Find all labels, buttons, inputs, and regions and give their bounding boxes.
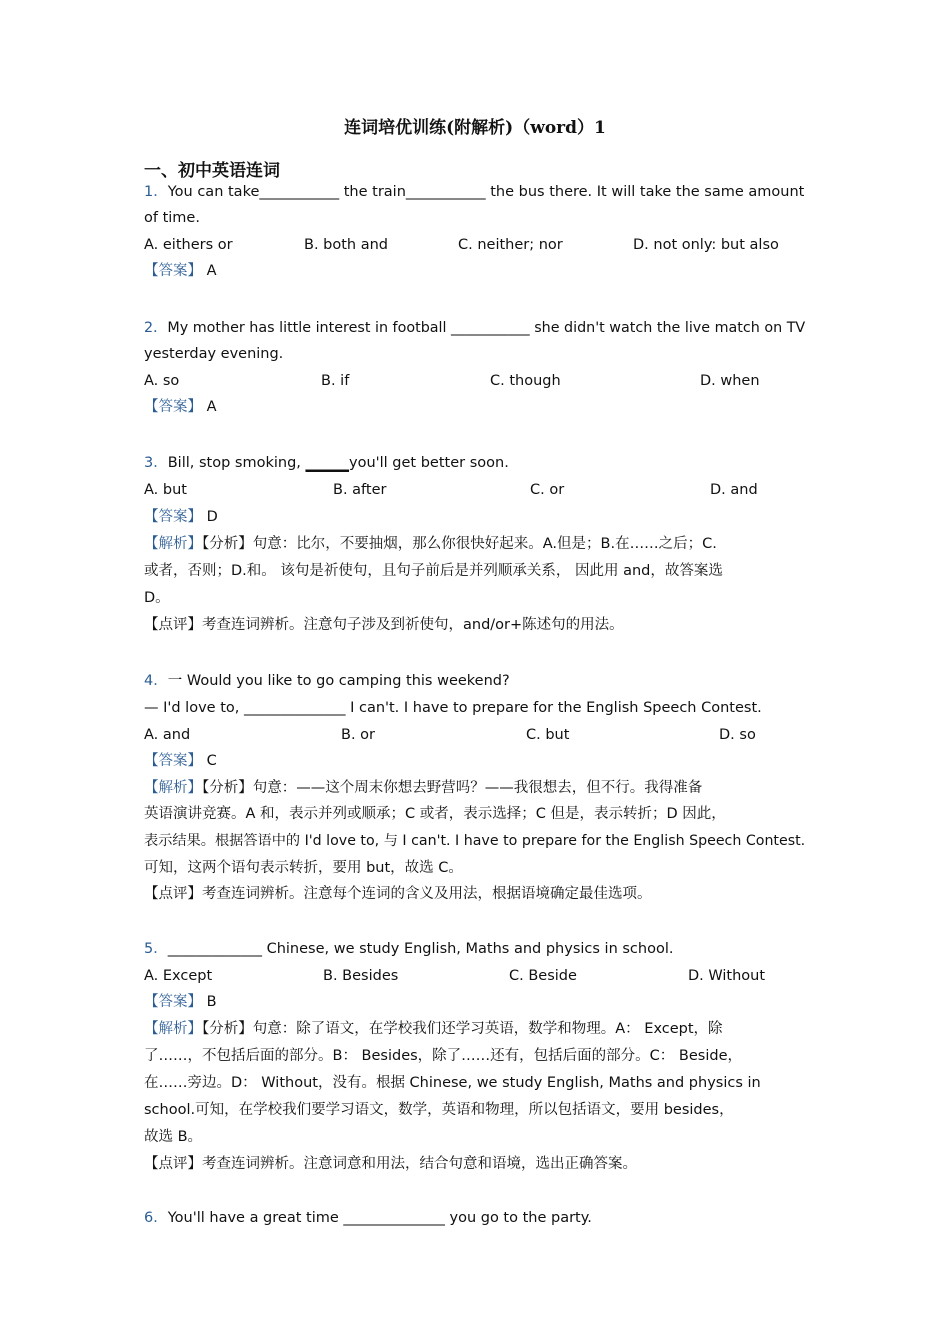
question-3-option-c: C. or xyxy=(530,482,565,498)
question-2-option-b: B. if xyxy=(321,373,350,389)
question-3-stem-post: you'll get better soon. xyxy=(349,455,509,471)
question-5-answer xyxy=(144,989,806,1015)
question-4-option-a: A. and xyxy=(144,727,191,743)
question-3-analysis-line3: D。 xyxy=(144,590,170,606)
comment-label: 【点评】 xyxy=(144,617,202,633)
analysis-inner-label: 【分析】 xyxy=(202,1021,253,1037)
question-3-option-a: A. but xyxy=(144,482,187,498)
question-5-stem-text: _____________ Chinese, we study English, Maths and physics in school. xyxy=(167,941,674,957)
question-5-analysis-line5: 故选 B。 xyxy=(144,1129,203,1145)
question-4-number: 4． xyxy=(144,673,168,689)
question-1-option-b: B. both and xyxy=(304,237,389,253)
question-3-stem-pre: Bill, stop smoking, xyxy=(167,455,306,471)
question-6-stem xyxy=(144,1205,806,1231)
question-1-answer-value: A xyxy=(206,263,217,279)
question-5-stem xyxy=(144,936,806,962)
question-4-stem-line2: — I'd love to, ______________ I can't. I have to prepare for the English Speech Contest. xyxy=(144,700,762,716)
question-4-stem-text: 一 Would you like to go camping this weekend? xyxy=(167,673,510,689)
question-2-answer xyxy=(144,394,806,420)
question-5-analysis-line2: 了……，不包括后面的部分。B： Besides，除了……还有，包括后面的部分。C： Beside， xyxy=(144,1048,742,1064)
comment-label: 【点评】 xyxy=(144,886,202,902)
answer-label: 【答案】 xyxy=(144,399,202,415)
question-5-number: 5． xyxy=(144,941,168,957)
question-3-analysis-line1 xyxy=(144,531,806,557)
analysis-label: 【解析】 xyxy=(144,1021,202,1037)
question-2-answer-value: A xyxy=(206,399,217,415)
question-4-stem-line1 xyxy=(144,668,806,694)
question-1-stem-text: You can take___________ the train___________ the bus there. It will take the same amount xyxy=(167,184,805,200)
analysis-label: 【解析】 xyxy=(144,536,202,552)
comment-label: 【点评】 xyxy=(144,1156,202,1172)
question-4-analysis-line3: 表示结果。根据答语中的 I'd love to, 与 I can't. I have to prepare for the English Speech Contest. xyxy=(144,833,806,849)
answer-label: 【答案】 xyxy=(144,753,202,769)
question-1-option-c: C. neither; nor xyxy=(458,237,563,253)
question-5-answer-value: B xyxy=(206,994,217,1010)
question-1-stem-line2: of time. xyxy=(144,210,200,226)
question-6-stem-text: You'll have a great time ______________ you go to the party. xyxy=(167,1210,592,1226)
analysis-label: 【解析】 xyxy=(144,780,202,796)
question-3-option-d: D. and xyxy=(710,482,758,498)
question-2-stem-line1 xyxy=(144,315,806,341)
question-5-option-b: B. Besides xyxy=(323,968,399,984)
question-4-analysis-line4: 可知，这两个语句表示转折，要用 but，故选 C。 xyxy=(144,860,463,876)
question-4-analysis-line1 xyxy=(144,775,806,801)
analysis-inner-label: 【分析】 xyxy=(202,780,253,796)
question-4-comment xyxy=(144,881,806,907)
question-5-analysis-line1 xyxy=(144,1016,806,1042)
question-3-comment-text: 考查连词辨析。注意句子涉及到祈使句，and/or+陈述句的用法。 xyxy=(202,617,624,633)
question-5-option-d: D. Without xyxy=(688,968,766,984)
question-1-stem-line1 xyxy=(144,179,806,205)
question-5-option-c: C. Beside xyxy=(509,968,577,984)
question-3-number: 3． xyxy=(144,455,168,471)
question-3-comment xyxy=(144,612,806,638)
question-1-number: 1． xyxy=(144,184,168,200)
question-3-analysis-line2: 或者，否则；D.和。 该句是祈使句，且句子前后是并列顺承关系， 因此用 and，故答案选 xyxy=(144,563,723,579)
question-3-analysis-text-1: 句意：比尔，不要抽烟，那么你很快好起来。A.但是；B.在……之后；C. xyxy=(252,536,717,552)
question-3-blank: ______ xyxy=(305,455,349,471)
question-5-analysis-line4: school.可知，在学校我们要学习语文，数学，英语和物理，所以包括语文，要用 besides， xyxy=(144,1102,734,1118)
question-2-stem-text: My mother has little interest in football ___________ she didn't watch the live match on TV xyxy=(167,320,806,336)
section-heading: 一、初中英语连词 xyxy=(144,161,280,181)
question-1-answer xyxy=(144,258,806,284)
question-4-answer-value: C xyxy=(206,753,217,769)
analysis-inner-label: 【分析】 xyxy=(202,536,253,552)
question-2-option-a: A. so xyxy=(144,373,180,389)
question-5-option-a: A. Except xyxy=(144,968,213,984)
question-4-option-c: C. but xyxy=(526,727,570,743)
question-4-option-d: D. so xyxy=(719,727,756,743)
document-title: 连词培优训练(附解析)（word）1 xyxy=(344,118,606,138)
answer-label: 【答案】 xyxy=(144,994,202,1010)
question-4-analysis-line2: 英语演讲竞赛。A 和，表示并列或顺承；C 或者，表示选择；C 但是，表示转折；D 因此， xyxy=(144,806,726,822)
question-3-stem xyxy=(144,450,806,476)
question-4-analysis-text-1: 句意：——这个周末你想去野营吗？——我很想去，但不行。我得准备 xyxy=(252,780,703,796)
question-5-analysis-line3: 在……旁边。D： Without，没有。根据 Chinese, we study English, Maths and physics in xyxy=(144,1075,761,1091)
question-2-stem-line2: yesterday evening. xyxy=(144,346,284,362)
question-3-answer xyxy=(144,504,806,530)
question-4-comment-text: 考查连词辨析。注意每个连词的含义及用法，根据语境确定最佳选项。 xyxy=(202,886,652,902)
question-5-comment-text: 考查连词辨析。注意词意和用法，结合句意和语境，选出正确答案。 xyxy=(202,1156,637,1172)
question-2-number: 2． xyxy=(144,320,168,336)
question-3-option-b: B. after xyxy=(333,482,387,498)
question-6-number: 6． xyxy=(144,1210,168,1226)
question-2-option-d: D. when xyxy=(700,373,760,389)
question-4-answer xyxy=(144,748,806,774)
question-4-option-b: B. or xyxy=(341,727,375,743)
answer-label: 【答案】 xyxy=(144,509,202,525)
question-3-answer-value: D xyxy=(206,509,218,525)
question-1-option-a: A. eithers or xyxy=(144,237,233,253)
question-2-option-c: C. though xyxy=(490,373,561,389)
question-5-analysis-text-1: 句意：除了语文，在学校我们还学习英语，数学和物理。A： Except，除 xyxy=(252,1021,723,1037)
question-1-option-d: D. not only: but also xyxy=(633,237,779,253)
answer-label: 【答案】 xyxy=(144,263,202,279)
question-5-comment xyxy=(144,1151,806,1177)
